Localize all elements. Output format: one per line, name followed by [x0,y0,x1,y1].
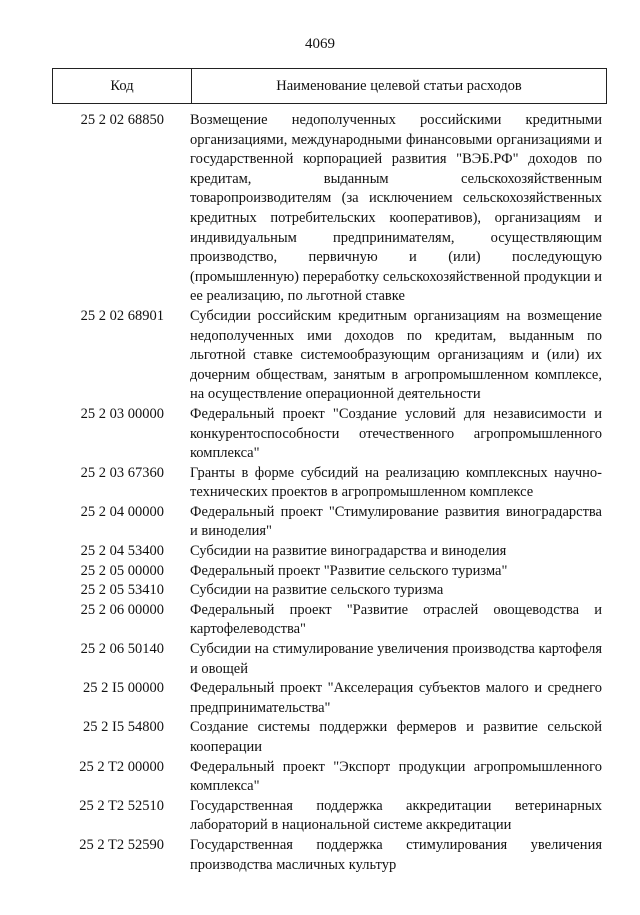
row-code: 25 2 04 00000 [80,503,164,520]
row-code: 25 2 02 68850 [80,112,164,128]
table-row [52,640,607,679]
table-row [52,718,607,757]
row-code: 25 2 02 68901 [80,307,164,324]
row-name: Федеральный проект "Акселерация субъектов малого и среднего предпринимательства" [190,680,602,716]
row-name: Возмещение недополученных российскими кредитными организациями, международными финансовыми организациями и государственной корпорацией развития "ВЭБ.РФ" доходов по кредитам, выданным сельскохозяйственным товаропроизводителям (за исключением сельскохозяйственных кредитных потребительских кооперативов), организациям и индивидуальным предпринимателям, осуществляющим производство, первичную и (или) последующую (промышленную) переработку сельскохозяйственной продукции и ее реализацию, по льготной ставке [190,112,602,305]
row-name: Субсидии на развитие виноградарства и виноделия [190,543,507,560]
table-body [52,111,607,875]
row-code: 25 2 05 53410 [80,582,164,599]
table-row [52,307,607,405]
row-name: Федеральный проект "Развитие сельского туризма" [190,562,508,579]
table-row [52,111,607,307]
row-code: 25 2 04 53400 [80,543,164,560]
row-code: 25 2 06 50140 [80,641,164,658]
row-name: Субсидии российским кредитным организациям на возмещение недополученных ими доходов по кредитам, выданным по льготной ставке системообразующим организациям и (или) их дочерним обществам, занятым в агропромышленном комплексе, на осуществление операционной деятельности [190,307,602,403]
table-row [52,836,607,875]
table-row [52,679,607,718]
row-code: 25 2 T2 00000 [79,758,164,775]
table-row [52,405,607,464]
row-name: Субсидии на развитие сельского туризма [190,582,444,599]
row-name: Федеральный проект "Экспорт продукции агропромышленного комплекса" [190,758,602,795]
page-number: 4069 [305,36,335,52]
row-name: Гранты в форме субсидий на реализацию комплексных научно-технических проектов в агропромышленном комплексе [190,464,602,501]
table-row [52,464,607,503]
row-code: 25 2 I5 00000 [83,680,164,697]
table-header [52,68,607,104]
table-row [52,758,607,797]
table-row [52,601,607,640]
row-code: 25 2 03 00000 [80,405,164,422]
row-name: Федеральный проект "Развитие отраслей овощеводства и картофелеводства" [190,601,602,638]
row-code: 25 2 03 67360 [80,464,164,481]
row-name: Федеральный проект "Стимулирование развития виноградарства и виноделия" [190,503,602,540]
row-name: Субсидии на стимулирование увеличения производства картофеля и овощей [190,641,602,677]
header-name: Наименование целевой статьи расходов [192,69,607,104]
table-row [52,562,607,582]
row-name: Федеральный проект "Создание условий для независимости и конкурентоспособности отечественного агропромышленного комплекса" [190,405,602,462]
row-name: Государственная поддержка аккредитации ветеринарных лабораторий в национальной системе аккредитации [190,797,602,834]
header-code: Код [53,69,192,104]
table-row [52,542,607,562]
table-row [52,581,607,601]
table-row [52,797,607,836]
row-code: 25 2 06 00000 [80,601,164,618]
row-name: Государственная поддержка стимулирования увеличения производства масличных культур [190,836,602,873]
row-code: 25 2 05 00000 [80,562,164,579]
row-name: Создание системы поддержки фермеров и развитие сельской кооперации [190,719,602,755]
row-code: 25 2 T2 52590 [79,836,164,853]
table-row [52,503,607,542]
row-code: 25 2 T2 52510 [79,797,164,814]
row-code: 25 2 I5 54800 [83,719,164,736]
